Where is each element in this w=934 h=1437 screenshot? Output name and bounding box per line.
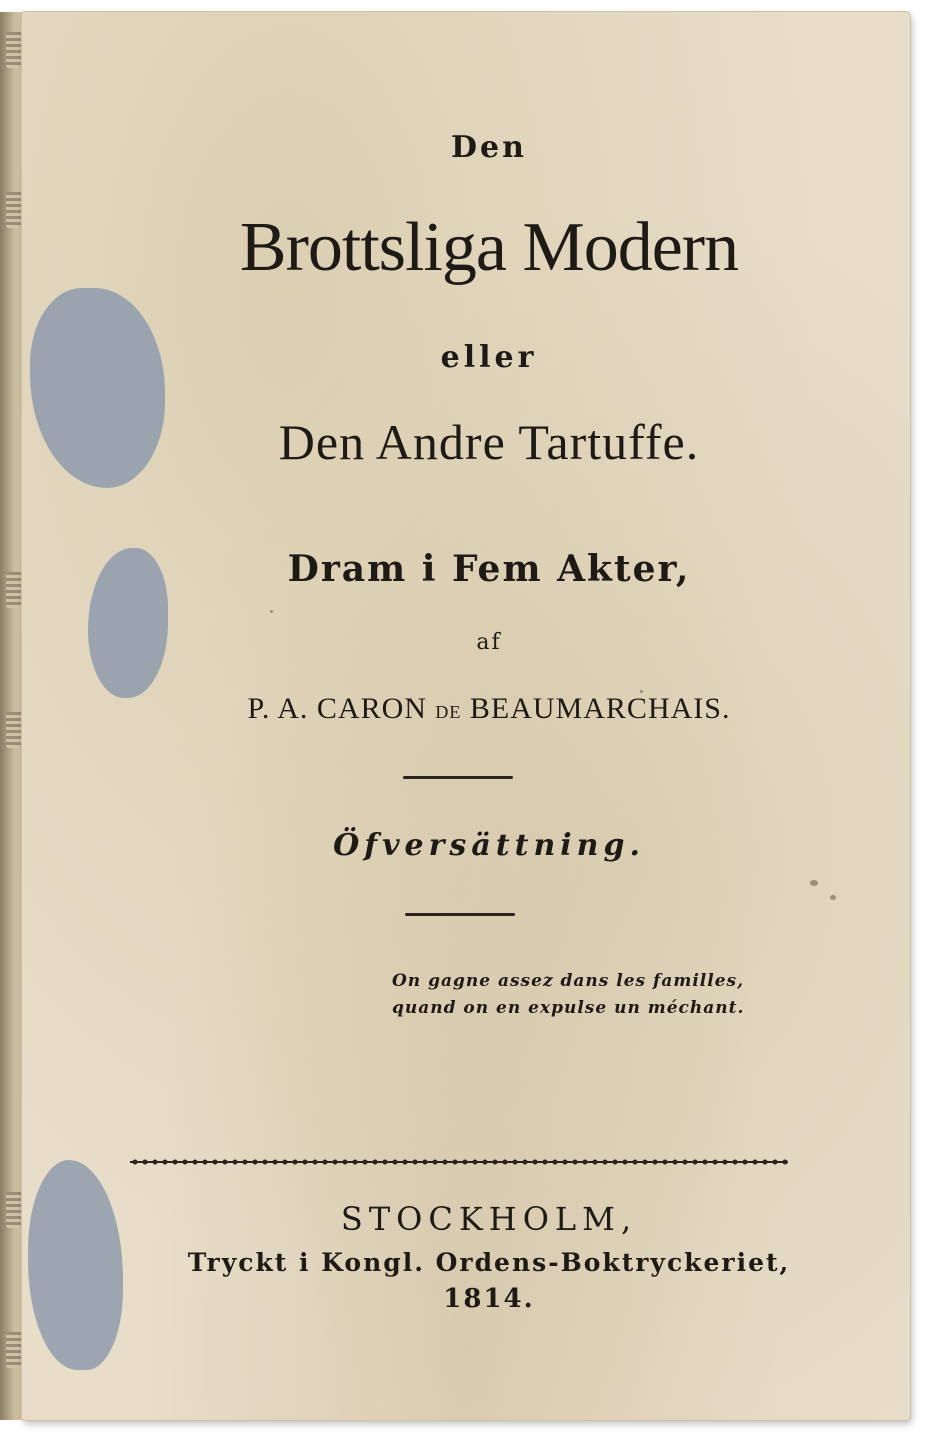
- main-title: Brottsliga Modern: [239, 209, 739, 286]
- divider-rule: [405, 913, 515, 916]
- epigraph-line: quand on en expulse un méchant.: [392, 998, 745, 1018]
- epigraph: [392, 968, 744, 1022]
- author-surname: BEAUMARCHAIS.: [469, 692, 731, 725]
- ink-speck: [830, 895, 836, 900]
- imprint-city: STOCKHOLM,: [340, 1200, 638, 1238]
- epigraph-line: On gagne assez dans les familles,: [392, 971, 745, 991]
- ornamental-rule: [130, 1155, 788, 1169]
- translation-note: Öfversättning.: [333, 828, 645, 863]
- author-line: [0, 692, 934, 726]
- title-den: Den: [451, 130, 527, 165]
- imprint-year: 1814.: [443, 1284, 535, 1314]
- divider-rule: [403, 776, 513, 779]
- author-initials: P. A. CARON: [247, 692, 427, 725]
- ink-speck: [810, 880, 818, 886]
- subtitle: Den Andre Tartuffe.: [278, 414, 700, 470]
- title-eller: eller: [440, 340, 538, 375]
- author-preposition: af: [476, 630, 502, 655]
- imprint-printer: Tryckt i Kongl. Ordens-Boktryckeriet,: [187, 1248, 791, 1277]
- author-particle: DE: [435, 702, 462, 722]
- ink-speck: [270, 610, 273, 613]
- genre-line: Dram i Fem Akter,: [287, 548, 691, 590]
